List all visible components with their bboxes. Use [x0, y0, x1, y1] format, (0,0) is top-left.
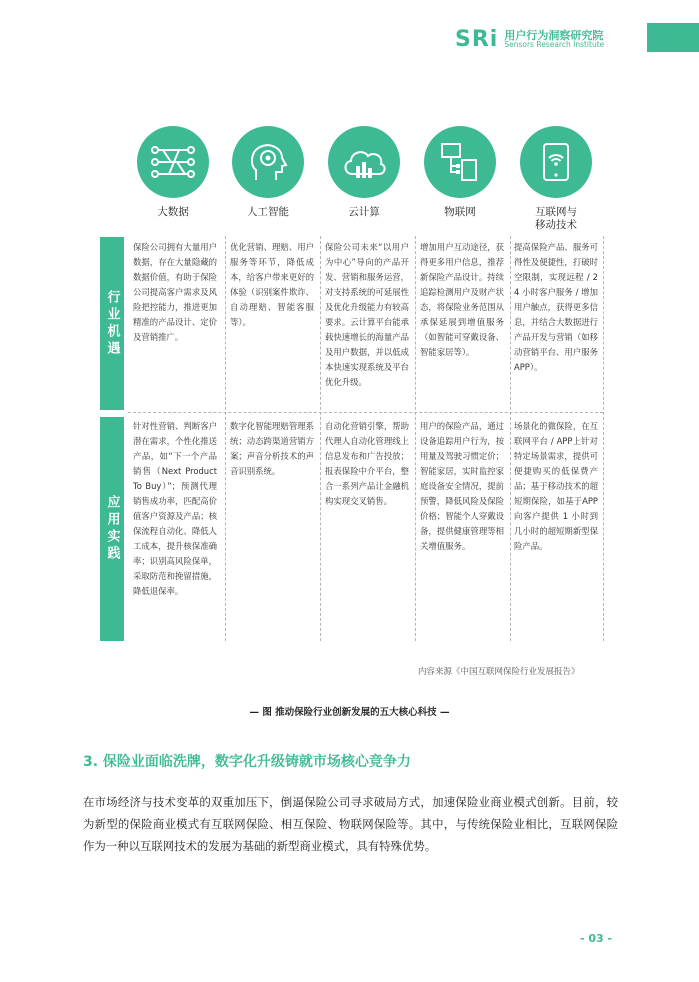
figure-caption: — 图 推动保险行业创新发展的五大核心科技 —	[249, 707, 450, 718]
logo-english-name: Sensors Research Institute	[504, 40, 605, 50]
tech-column-big-data	[133, 126, 213, 219]
grid-divider	[603, 236, 604, 641]
table-cell: 优化营销、理赔、用户服务等环节，降低成本，给客户带来更好的体验（识别案件欺诈、自动理赔、智能客服等）。	[230, 242, 314, 327]
tech-label: 物联网	[444, 206, 476, 218]
tech-column-cloud	[324, 126, 404, 219]
big-data-icon	[137, 126, 209, 198]
iot-devices-icon	[424, 126, 496, 198]
page-number: - 03 -	[580, 932, 613, 945]
table-cell: 增加用户互动途径，获得更多用户信息，推荐新保险产品设计。持续追踪检测用户及财产状态，将保险业务范围从承保延展到增值服务（如智能可穿戴设备、智能家居等）。	[420, 242, 504, 357]
tech-column-iot	[420, 126, 500, 219]
source-note: 内容来源《中国互联网保险行业发展报告》	[418, 667, 580, 677]
body-paragraph: 在市场经济与技术变革的双重加压下，倒逼保险公司寻求破局方式，加速保险业商业模式创新。目前，较为新型的保险商业模式有互联网保险、相互保险、物联网保险等。其中，与传统保险业相比，互联网保险作为一种以互联网技术的发展为基础的新型商业模式，具有特殊优势。	[83, 795, 618, 853]
section-heading: 3. 保险业面临洗牌，数字化升级铸就市场核心竞争力	[83, 754, 411, 770]
tech-column-ai	[228, 126, 308, 219]
tech-label: 云计算	[348, 206, 380, 218]
table-cell: 针对性营销、判断客户潜在需求，个性化推送产品，如“下一个产品销售（Next Product To Buy）”；预测代理销售成功率，匹配高价值客户资源及产品；核保流程自动化、降低人工成本，提升核保准确率；识别高风险保单，采取防范和挽留措施，降低退保率。	[133, 421, 217, 596]
page-header	[0, 0, 699, 52]
row-tab-opportunities: 行业机遇	[100, 237, 124, 410]
grid-divider	[225, 236, 226, 641]
logo-mark: SRi	[455, 27, 499, 52]
header-accent-block	[647, 23, 699, 52]
logo-chinese-name: 用户行为洞察研究院	[504, 28, 604, 42]
mobile-wifi-icon	[520, 126, 592, 198]
tech-label: 互联网与 移动技术	[535, 206, 577, 232]
table-cell: 数字化智能理赔管理系统；动态跨渠道营销方案；声音分析技术的声音识别系统。	[230, 421, 314, 476]
table-cell: 场景化的微保险，在互联网平台 / APP上针对特定场景需求，提供可便捷购买的低保费产品；基于移动技术的超短期保险，如基于APP向客户提供 1 小时到几小时的超短期新型保险产品。	[514, 421, 598, 551]
sri-logo	[455, 27, 604, 52]
ai-head-icon	[232, 126, 304, 198]
table-cell: 保险公司拥有大量用户数据，存在大量隐藏的数据价值，有助于保险公司提高客户需求及风险把控能力，推进更加精准的产品设计、定价及营销推广。	[133, 242, 217, 342]
grid-divider	[128, 412, 603, 413]
table-cell: 用户的保险产品，通过设备追踪用户行为，按用量及驾驶习惯定价；智能家居，实时监控家庭设备安全情况，提前预警，降低风险及保险价格；智能个人穿戴设备，提供健康管理等相关增值服务。	[420, 421, 504, 551]
tech-label: 大数据	[157, 206, 189, 218]
tech-label: 人工智能	[247, 206, 289, 218]
grid-divider	[510, 236, 511, 641]
table-cell: 提高保险产品、服务可得性及便捷性，打破时空限制，实现远程 / 24 小时客户服务 / 增加用户触点，获得更多信息，并结合大数据进行产品开发与营销（如移动营销平台、用户服务APP）。	[514, 242, 598, 372]
row-tab-practice: 应用实践	[100, 417, 124, 641]
table-cell: 保险公司未来“以用户为中心”导向的产品开发、营销和服务运营，对支持系统的可延展性及优化升级能力有较高要求。云计算平台能承载快速增长的海量产品及用户数据，并以低成本快速实现系统及平台优化升级。	[325, 242, 409, 387]
grid-divider	[320, 236, 321, 641]
grid-divider	[415, 236, 416, 641]
cloud-computing-icon	[328, 126, 400, 198]
table-cell: 自动化营销引擎，帮助代理人自动化管理线上信息发布和广告投放；报表保险中介平台，整合一系列产品让金融机构实现交叉销售。	[325, 421, 409, 506]
tech-column-mobile	[516, 126, 596, 232]
